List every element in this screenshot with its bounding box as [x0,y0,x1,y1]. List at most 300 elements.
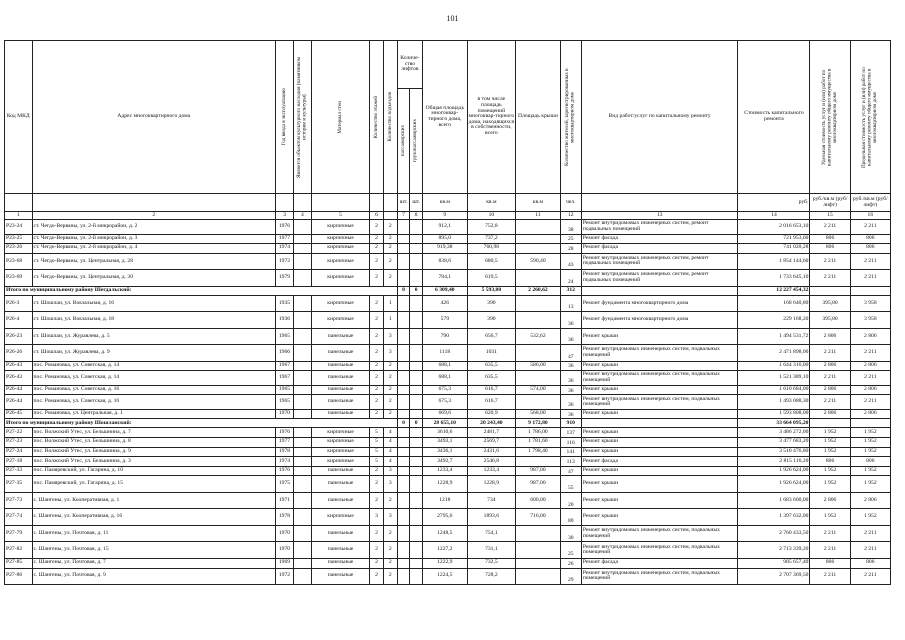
table-cell [293,525,311,542]
table-cell: 1 952 [810,447,850,457]
table-cell [397,328,410,345]
table-cell [410,466,423,476]
table-cell: 1970 [275,525,293,542]
table-cell: 1 798,40 [516,447,560,457]
table-cell: Ремонт крыши [581,428,738,438]
table-row [5,244,891,254]
table-cell: 1936 [275,312,293,329]
table-cell: 36 [560,361,581,371]
table-cell [516,558,560,568]
table-cell: 1966 [275,345,293,362]
table-cell: 1 733 645,10 [738,270,810,287]
table-cell: 2 [370,371,384,386]
table-cell: кирпичные [311,312,369,329]
table-cell: 2 806 [810,409,850,419]
table-cell: 2 211 [810,568,850,585]
table-cell: 229 168,20 [738,312,810,329]
table-cell: 620,9 [467,409,516,419]
table-cell: панельные [311,385,369,395]
table-cell: Ремонт крыши [581,328,738,345]
table-cell: 2569,7 [467,438,516,448]
table-cell: Р23-25 [5,234,33,244]
table-cell [410,409,423,419]
table-cell [410,476,423,493]
table-cell [293,509,311,526]
table-cell: 1935 [275,295,293,312]
table-cell: пос. Волжский Утес, ул. Бельшнина, д. 9 [32,447,275,457]
column-number: 15 [810,212,850,220]
table-cell: 47 [560,345,581,362]
table-cell: 1 952 [810,428,850,438]
table-row [5,447,891,457]
table-cell: 2 211 [850,525,890,542]
hdr-unit-cost: Удельная стоимость услуг и (или) работ по капитальному ремонту общего имущества в многоквартирном доме [820,68,838,166]
column-number: 8 [410,212,423,220]
table-cell [293,234,311,244]
table-cell: Р23-24 [5,220,33,235]
table-cell: 1979 [275,270,293,287]
table-cell: Р27-73 [5,492,33,509]
table-cell: 36 [560,312,581,329]
table-cell [410,328,423,345]
table-cell: 2 211 [850,568,890,585]
table-cell: 2 211 [810,525,850,542]
table-cell: 806 [850,457,890,467]
table-cell [410,509,423,526]
table-cell [410,542,423,559]
hdr-area-total: Общая площадь многоквар-тирного дома, всего [423,41,467,194]
table-cell [516,220,560,235]
table-cell: панельные [311,492,369,509]
table-cell: ст. Шошлаи, ул. Журавлева, д. 5 [32,328,275,345]
table-cell: 2 760 433,50 [738,525,810,542]
table-cell: 395,80 [810,312,850,329]
table-cell: 1971 [275,492,293,509]
table-cell: 675,3 [423,385,467,395]
table-cell: пос. Волжский Утес, ул. Бельшнина, д. 7 [32,428,275,438]
table-cell [516,371,560,386]
table-cell: 2 [370,253,384,270]
table-cell: 987,00 [516,476,560,493]
table-cell: 4 [383,447,397,457]
table-cell: 2 [370,558,384,568]
table-cell: Р23-26 [5,244,33,254]
table-cell: 1 952 [850,509,890,526]
table-cell: Р27-82 [5,542,33,559]
table-cell: 1 397 632,00 [738,509,810,526]
table-cell: 1 952 [810,509,850,526]
table-cell: 2 [370,395,384,410]
unit-sqm-2: кв.м [467,194,516,212]
table-row [5,492,891,509]
table-cell: 806 [810,558,850,568]
table-cell: 141 [560,447,581,457]
table-cell [397,371,410,386]
table-cell: 1 786,00 [516,428,560,438]
table-cell: 3 510 476,80 [738,447,810,457]
table-cell [397,428,410,438]
table-cell: 2 211 [850,371,890,386]
table-cell: Ремонт фасада [581,457,738,467]
table-cell: 1974 [275,244,293,254]
table-cell: 2 211 [810,270,850,287]
table-cell: 1228,9 [467,476,516,493]
table-cell: 1975 [275,476,293,493]
table-cell: 3493,1 [423,438,467,448]
table-row [5,542,891,559]
table-cell: пос. Романовка, ул. Советская, д. 14 [32,361,275,371]
table-cell: 1978 [275,509,293,526]
table-cell: 25 [560,542,581,559]
total-cell: 312 [560,286,581,295]
table-cell: 5 [370,457,384,467]
table-cell: 2 [383,542,397,559]
table-cell: 390 [467,295,516,312]
page-number: 101 [446,14,459,23]
table-cell: панельные [311,395,369,410]
table-cell [293,568,311,585]
table-cell: панельные [311,345,369,362]
table-cell [293,385,311,395]
total-cell: 0 [410,286,423,295]
table-cell: Р27-23 [5,438,33,448]
table-cell: 2 815 116,20 [738,457,810,467]
table-cell [397,476,410,493]
column-number-row [5,212,891,220]
table-cell: 55 [560,476,581,493]
table-cell: 2 [370,492,384,509]
table-cell: 838,6 [423,253,467,270]
table-cell [397,438,410,448]
table-row [5,234,891,244]
table-cell [293,361,311,371]
table-cell [397,558,410,568]
table-cell: 2 [383,220,397,235]
table-cell: 2 211 [850,270,890,287]
table-cell: 568,00 [516,409,560,419]
table-cell: панельные [311,409,369,419]
table-cell: 1233,4 [423,466,467,476]
table-cell: с. Шангены, ул. Кооперативная, д. 16 [32,509,275,526]
unit-sqm-1: кв.м [423,194,467,212]
table-cell: 2 [383,568,397,585]
table-row [5,295,891,312]
table-cell: 2 [383,371,397,386]
table-cell: с. Шангены, ул. Почтовая, д. 9 [32,568,275,585]
table-cell: Ремонт крыши [581,492,738,509]
table-cell: 5 [370,428,384,438]
column-number: 13 [581,212,738,220]
table-cell [410,428,423,438]
table-cell: Р27-22 [5,428,33,438]
table-cell: 1976 [275,220,293,235]
hdr-entrances: Количество подъездов [386,92,393,142]
table-cell [397,395,410,410]
hdr-walls: Материал стен [336,100,343,134]
table-cell: 1031 [467,345,516,362]
table-cell: Р27-85 [5,558,33,568]
table-cell [410,457,423,467]
table-cell: 2 [383,270,397,287]
table-cell [397,244,410,254]
table-cell: 29 [560,568,581,585]
table-cell: 2 211 [850,345,890,362]
table-row [5,270,891,287]
hdr-year: Год ввода в эксплуатацию [280,88,287,146]
table-cell: 3436,1 [423,447,467,457]
table-cell: 2 211 [810,542,850,559]
total-cell: 2 260,62 [516,286,560,295]
table-cell [397,409,410,419]
table-cell: 1248,5 [423,525,467,542]
table-cell: 2 211 [810,220,850,235]
table-cell: 47 [560,466,581,476]
table-cell: пос. Волжский Утес, ул. Бельшнина, д. 8 [32,438,275,448]
total-cell [581,419,738,428]
hdr-max-cost: Предельная стоимость услуг и (или) работ по капитальному ремонту общего имущества в многоквартирном доме [861,66,879,168]
table-cell: 1 952 [810,466,850,476]
column-number: 10 [467,212,516,220]
table-cell [293,428,311,438]
table-cell: 2 806 [850,328,890,345]
table-cell [397,361,410,371]
table-cell: 2 211 [850,253,890,270]
table-cell: 1228,9 [423,476,467,493]
table-cell: с. Шангены, ул. Почтовая, д. 11 [32,525,275,542]
table-cell: 2 707 369,50 [738,568,810,585]
table-cell: 3 477 683,20 [738,438,810,448]
table-cell [397,270,410,287]
table-cell: Р26-43 [5,361,33,371]
hdr-heritage: Является объектом культурного наследия (памятником истории и культуры) [295,56,308,178]
total-cell [850,419,890,428]
unit-sqm-3: кв.м [516,194,560,212]
table-cell [397,312,410,329]
table-cell: 754,1 [467,525,516,542]
table-cell [293,409,311,419]
table-cell: 656,7 [467,328,516,345]
table-cell: 806 [850,234,890,244]
table-cell: 574,00 [516,385,560,395]
table-cell: 2 [370,345,384,362]
unit-pcs-1: шт. [397,194,410,212]
table-cell [397,447,410,457]
table-cell [293,244,311,254]
table-cell [410,220,423,235]
table-row [5,509,891,526]
total-cell: 28 655,10 [423,419,467,428]
table-cell: 2546,8 [467,457,516,467]
table-cell: 2 471 898,00 [738,345,810,362]
table-cell: 1 593 808,00 [738,409,810,419]
table-cell [410,361,423,371]
table-cell [397,220,410,235]
table-cell: 2 806 [850,385,890,395]
table-cell: кирпичные [311,253,369,270]
table-cell [410,371,423,386]
table-cell: 2 [370,234,384,244]
table-cell: Ремонт крыши [581,438,738,448]
table-cell: ст. Чегдо-Верваны, ул. Центральная, д. 28 [32,253,275,270]
table-cell: 1965 [275,385,293,395]
table-cell [516,345,560,362]
table-cell [397,457,410,467]
table-cell [397,466,410,476]
total-cell: 910 [560,419,581,428]
table-cell: 2 [370,409,384,419]
table-cell [410,234,423,244]
table-cell: 1976 [275,428,293,438]
table-cell [516,542,560,559]
column-number: 6 [370,212,384,220]
table-cell: 734 [467,492,516,509]
table-cell: панельные [311,568,369,585]
table-cell: 1 952 [850,447,890,457]
table-cell: кирпичные [311,234,369,244]
table-cell: кирпичные [311,438,369,448]
table-cell: 395,80 [810,295,850,312]
table-cell [410,270,423,287]
table-cell: Ремонт крыши [581,447,738,457]
table-row [5,395,891,410]
table-cell: 2 211 [850,395,890,410]
table-cell: 2 211 [810,345,850,362]
table-cell: с. Шангены, ул. Почтовая, д. 7 [32,558,275,568]
table-cell: кирпичные [311,244,369,254]
table-cell: 3 958 [850,312,890,329]
table-cell: 2 [370,270,384,287]
table-cell: 28 [560,244,581,254]
table-cell [516,270,560,287]
table-cell: 3 [383,476,397,493]
column-number: 12 [560,212,581,220]
table-cell: панельные [311,542,369,559]
table-cell: 1118 [423,345,467,362]
table-cell: 1 926 624,00 [738,476,810,493]
table-cell [293,476,311,493]
table-cell: 2 [383,361,397,371]
table-cell: 895,0 [423,234,467,244]
table-cell: 2 211 [810,253,850,270]
table-cell: 616,7 [467,395,516,410]
table-cell: 3 958 [850,295,890,312]
table-cell: 113 [560,457,581,467]
table-cell [397,385,410,395]
table-cell: 2 806 [850,361,890,371]
table-cell: 2 [383,409,397,419]
table-cell: 3 [383,328,397,345]
table-cell: 4 [383,428,397,438]
table-cell: Ремонт внутридомовых инженерных систем, подвальных помещений [581,525,738,542]
table-row [5,568,891,585]
table-cell: 1 683 600,00 [738,492,810,509]
table-cell: пос. Романовка, ул. Советская, д. 16 [32,395,275,410]
table-cell: 912,1 [423,220,467,235]
table-cell: 732,5 [467,558,516,568]
column-number: 9 [423,212,467,220]
table-cell [293,220,311,235]
hdr-address: Адрес многоквартирного дома [32,41,275,194]
table-cell: 2 [383,244,397,254]
table-cell: 616,7 [467,385,516,395]
table-row [5,253,891,270]
table-cell: 3 [383,345,397,362]
table-cell: 731,1 [467,542,516,559]
table-cell: 24 [560,270,581,287]
table-cell: 1972 [275,568,293,585]
table-row [5,312,891,329]
table-cell [293,295,311,312]
table-cell: 2 [370,385,384,395]
table-cell: 1 781,60 [516,438,560,448]
table-cell: 30 [560,525,581,542]
table-cell [410,525,423,542]
table-cell [293,438,311,448]
table-cell: Ремонт фундамента многоквартирного дома [581,295,738,312]
table-cell: кирпичные [311,509,369,526]
table-cell: 1965 [275,328,293,345]
table-cell: 36 [560,385,581,395]
table-cell: с. Шангены, ул. Почтовая, д. 15 [32,542,275,559]
table-cell: Р26-44 [5,395,33,410]
table-cell [397,509,410,526]
total-cell: 0 [397,286,410,295]
table-cell: 1227,2 [423,542,467,559]
table-cell: 5 [370,447,384,457]
table-cell: пос. Романовка, ул. Советская, д. 14 [32,371,275,386]
table-cell: кирпичные [311,270,369,287]
table-cell: 806 [850,244,890,254]
table-cell: 2 806 [810,361,850,371]
table-cell: Р27-33 [5,466,33,476]
table-cell [516,568,560,585]
table-cell: 168 640,80 [738,295,810,312]
table-cell: кирпичные [311,295,369,312]
table-cell: 80 [560,509,581,526]
table-cell: 1 952 [850,466,890,476]
table-cell: 390 [467,312,516,329]
table-cell: панельные [311,525,369,542]
hdr-floors: Количество этажей [372,95,379,139]
table-cell: 1 [383,312,397,329]
column-number: 1 [5,212,33,220]
table-cell: Р27-35 [5,476,33,493]
table-cell: 2 [383,395,397,410]
table-cell [293,457,311,467]
table-cell: 737,2 [467,234,516,244]
table-cell: ст. Чегдо-Верваны, ул. 2-й микрорайон, д. 3 [32,234,275,244]
table-cell: 2 211 [850,542,890,559]
table-cell: Р27-86 [5,568,33,585]
table-cell: пос. Памяревский, ул. Гагарина, д. 15 [32,476,275,493]
table-cell: панельные [311,328,369,345]
unit-pcs-2: шт. [410,194,423,212]
table-cell: ст. Шошлаи, ул. Журавлева, д. 9 [32,345,275,362]
total-cell: 33 664 095,20 [738,419,810,428]
table-cell: Р23-69 [5,270,33,287]
hdr-cost: Стоимость капитального ремонта [738,41,810,194]
table-cell: кирпичные [311,220,369,235]
table-cell: Ремонт внутридомовых инженерных систем, подвальных помещений [581,568,738,585]
table-cell: 5 [370,438,384,448]
table-cell: 2 [383,492,397,509]
table-row [5,558,891,568]
table-row [5,409,891,419]
total-cell: 9 172,80 [516,419,560,428]
table-cell: Ремонт внутридомовых инженерных систем, подвальных помещений [581,542,738,559]
table-cell: 1977 [275,234,293,244]
table-cell [293,371,311,386]
